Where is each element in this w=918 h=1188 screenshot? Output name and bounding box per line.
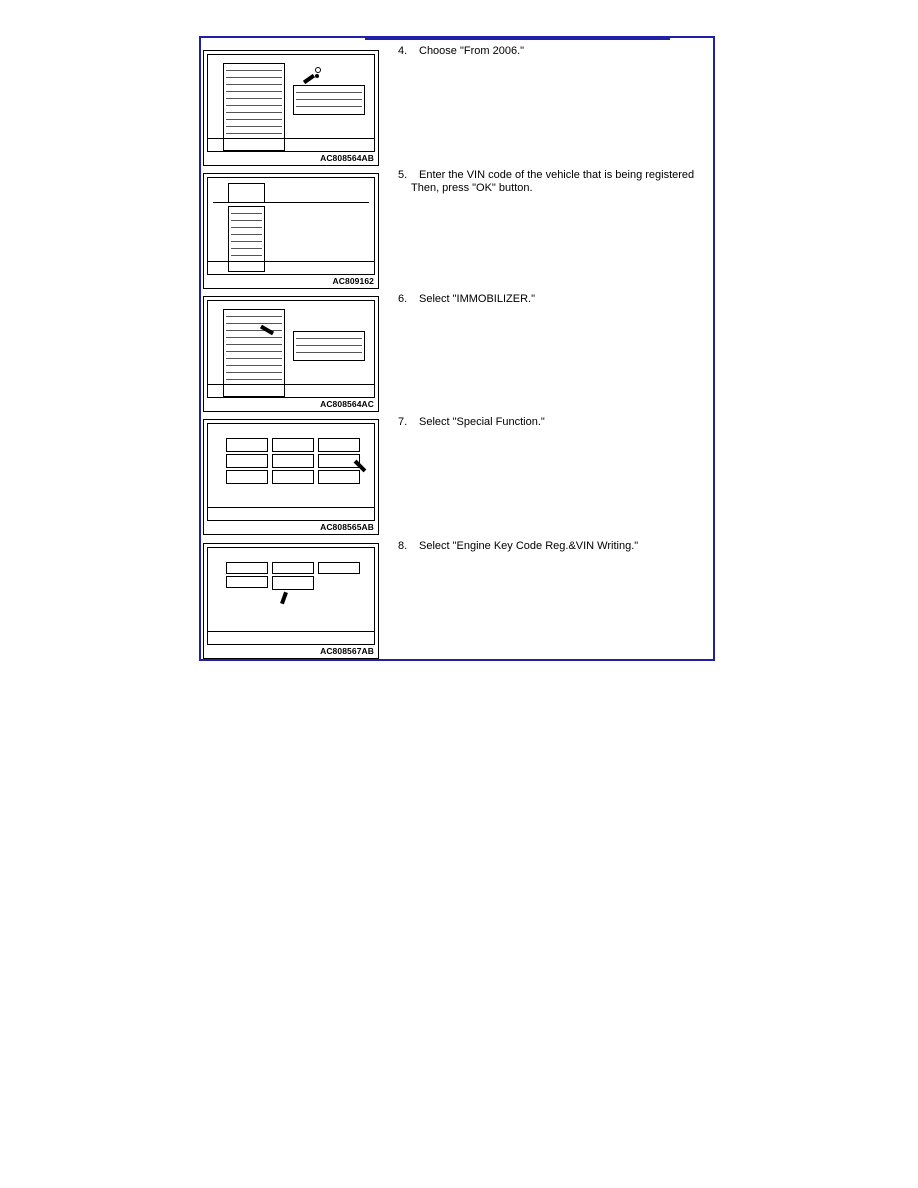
menu-button — [272, 454, 314, 468]
figure-label: AC808567AB — [320, 646, 374, 656]
figure-label: AC808564AB — [320, 153, 374, 163]
radio-from-2006-icon — [315, 74, 319, 78]
pointer-arrow-icon — [280, 592, 288, 605]
menu-button — [226, 470, 268, 484]
step-text: Select "Special Function." — [419, 416, 545, 428]
radio-up-to-2006-icon — [315, 67, 321, 73]
step-text: Select "Engine Key Code Reg.&VIN Writing." — [419, 540, 639, 552]
vehicle-info-table — [293, 331, 365, 361]
step-text: Select "IMMOBILIZER." — [419, 293, 535, 305]
menu-button — [318, 438, 360, 452]
figure-label: AC809162 — [332, 276, 374, 286]
menu-button — [272, 562, 314, 574]
engine-key-code-button — [272, 576, 314, 590]
pointer-arrow-icon — [303, 74, 315, 84]
menu-button — [318, 562, 360, 574]
step-text-continued: Then, press "OK" button. — [411, 181, 533, 194]
toolbar — [207, 261, 375, 275]
step-8 — [398, 540, 638, 553]
toolbar — [207, 138, 375, 152]
step-number: 5. — [398, 169, 408, 181]
figure-system-select-immobilizer — [203, 296, 379, 412]
step-number: 7. — [398, 416, 408, 428]
menu-button — [272, 470, 314, 484]
menu-button — [226, 438, 268, 452]
figure-special-function — [203, 419, 379, 535]
figure-label: AC808565AB — [320, 522, 374, 532]
menu-button — [318, 470, 360, 484]
menu-button — [226, 576, 268, 588]
menu-button — [226, 562, 268, 574]
figure-vin-entry — [203, 173, 379, 289]
step-number: 4. — [398, 45, 408, 57]
step-7 — [398, 416, 545, 429]
figure-system-select-year — [203, 50, 379, 166]
menu-button — [226, 454, 268, 468]
toolbar — [207, 384, 375, 398]
menu-button — [272, 438, 314, 452]
step-text: Enter the VIN code of the vehicle that is being registered — [419, 169, 695, 181]
step-5 — [398, 169, 694, 194]
step-4 — [398, 45, 524, 58]
header-rule — [365, 37, 670, 40]
vin-labels — [228, 183, 265, 203]
step-6 — [398, 293, 535, 306]
step-text: Choose "From 2006." — [419, 45, 525, 57]
figure-engine-key-code — [203, 543, 379, 659]
step-number: 6. — [398, 293, 408, 305]
toolbar — [207, 631, 375, 645]
vehicle-info-table — [293, 85, 365, 115]
step-number: 8. — [398, 540, 408, 552]
toolbar — [207, 507, 375, 521]
divider — [213, 202, 369, 203]
figure-label: AC808564AC — [320, 399, 374, 409]
